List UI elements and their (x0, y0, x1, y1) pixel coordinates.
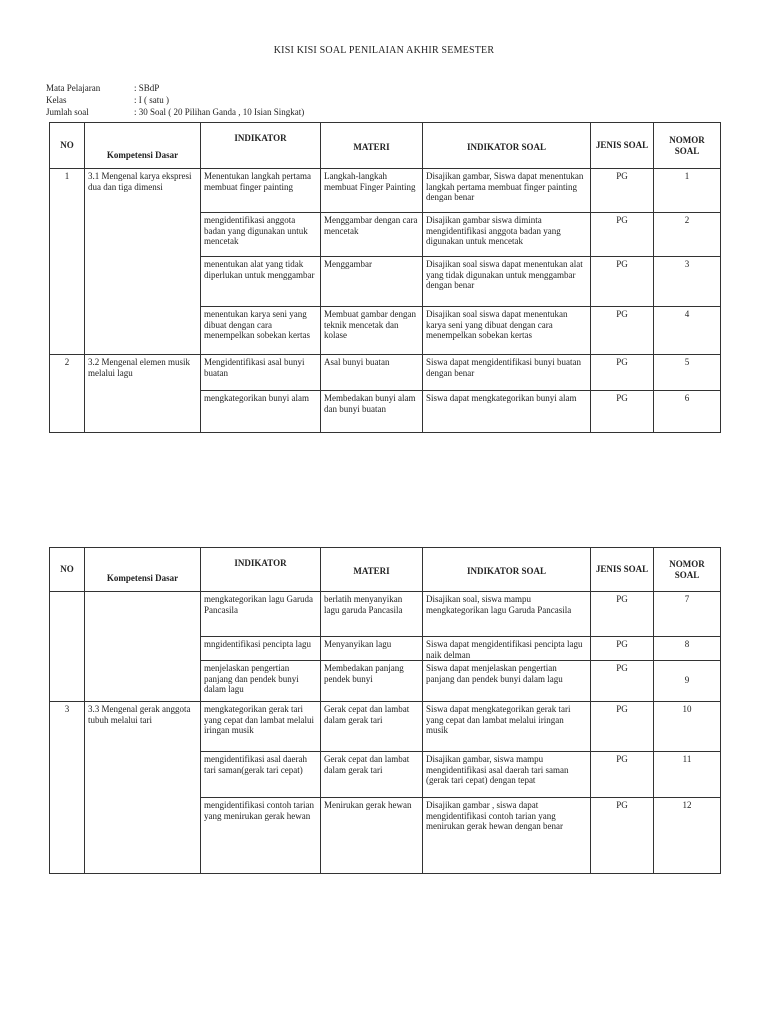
table-header-row (50, 548, 721, 592)
jenis-soal-cell: PG (591, 257, 654, 307)
row-number: 3 (50, 702, 85, 874)
nomor-soal-cell: 10 (654, 702, 721, 752)
info-label: Jumlah soal (46, 107, 89, 117)
header-kompetensi-dasar: Kompetensi Dasar (85, 548, 201, 592)
row-number: 2 (50, 355, 85, 433)
nomor-soal-cell: 4 (654, 307, 721, 355)
materi-cell: berlatih menyanyikan lagu garuda Pancasila (321, 592, 423, 637)
nomor-soal-cell: 3 (654, 257, 721, 307)
info-value: : I ( satu ) (134, 95, 169, 105)
info-row-subject (46, 82, 304, 94)
header-nomor-soal: NOMOR SOAL (654, 123, 721, 169)
indikator-cell: mengkategorikan lagu Garuda Pancasila (201, 592, 321, 637)
materi-cell: Langkah-langkah membuat Finger Painting (321, 169, 423, 213)
kompetensi-dasar-cell: 3.3 Mengenal gerak anggota tubuh melalui tari (85, 702, 201, 874)
nomor-soal-cell: 8 (654, 637, 721, 661)
header-indikator-soal: INDIKATOR SOAL (423, 548, 591, 592)
indikator-cell: mengidentifikasi anggota badan yang digunakan untuk mencetak (201, 213, 321, 257)
jenis-soal-cell: PG (591, 391, 654, 433)
indikator-soal-cell: Disajikan gambar siswa diminta mengidentifikasi anggota badan yang digunakan untuk mencetak (423, 213, 591, 257)
jenis-soal-cell: PG (591, 355, 654, 391)
info-row-question-count (46, 106, 304, 118)
jenis-soal-cell: PG (591, 307, 654, 355)
info-label: Mata Pelajaran (46, 83, 101, 93)
header-materi: MATERI (321, 548, 423, 592)
materi-cell: Membedakan bunyi alam dan bunyi buatan (321, 391, 423, 433)
jenis-soal-cell: PG (591, 752, 654, 798)
subject-info (46, 82, 304, 118)
header-nomor-soal: NOMOR SOAL (654, 548, 721, 592)
indikator-soal-cell: Siswa dapat mengidentifikasi pencipta lagu naik delman (423, 637, 591, 661)
nomor-soal-cell: 1 (654, 169, 721, 213)
row-number: 1 (50, 169, 85, 355)
indikator-soal-cell: Disajikan gambar, Siswa dapat menentukan langkah pertama membuat finger painting dengan benar (423, 169, 591, 213)
info-value: : SBdP (134, 83, 160, 93)
jenis-soal-cell: PG (591, 592, 654, 637)
table-row (50, 702, 721, 752)
document-title: KISI KISI SOAL PENILAIAN AKHIR SEMESTER (273, 45, 495, 56)
indikator-cell: menjelaskan pengertian panjang dan pendek bunyi dalam lagu (201, 661, 321, 702)
info-row-class (46, 94, 304, 106)
materi-cell: Menggambar (321, 257, 423, 307)
materi-cell: Gerak cepat dan lambat dalam gerak tari (321, 752, 423, 798)
header-indikator-soal: INDIKATOR SOAL (423, 123, 591, 169)
table-row (50, 169, 721, 213)
indikator-cell: mengidentifikasi asal daerah tari saman(gerak tari cepat) (201, 752, 321, 798)
jenis-soal-cell: PG (591, 798, 654, 874)
materi-cell: Asal bunyi buatan (321, 355, 423, 391)
jenis-soal-cell: PG (591, 169, 654, 213)
header-jenis-soal: JENIS SOAL (591, 548, 654, 592)
header-materi: MATERI (321, 123, 423, 169)
jenis-soal-cell: PG (591, 637, 654, 661)
info-label: Kelas (46, 95, 67, 105)
row-number (50, 592, 85, 702)
jenis-soal-cell: PG (591, 213, 654, 257)
nomor-soal-cell: 11 (654, 752, 721, 798)
nomor-soal-cell: 7 (654, 592, 721, 637)
nomor-soal-cell: 2 (654, 213, 721, 257)
grid-table-2 (49, 547, 721, 874)
indikator-soal-cell: Disajikan soal siswa dapat menentukan karya seni yang dibuat dengan cara menempelkan sobekan kertas (423, 307, 591, 355)
table-row (50, 355, 721, 391)
materi-cell: Gerak cepat dan lambat dalam gerak tari (321, 702, 423, 752)
table-row (50, 592, 721, 637)
indikator-soal-cell: Siswa dapat mengidentifikasi bunyi buatan dengan benar (423, 355, 591, 391)
grid-table-1 (49, 122, 721, 433)
header-no: NO (50, 123, 85, 169)
indikator-cell: mengkategorikan bunyi alam (201, 391, 321, 433)
materi-cell: Membedakan panjang pendek bunyi (321, 661, 423, 702)
indikator-cell: mengidentifikasi contoh tarian yang menirukan gerak hewan (201, 798, 321, 874)
indikator-soal-cell: Disajikan soal, siswa mampu mengkategorikan lagu Garuda Pancasila (423, 592, 591, 637)
indikator-soal-cell: Siswa dapat menjelaskan pengertian panjang dan pendek bunyi dalam lagu (423, 661, 591, 702)
indikator-cell: menentukan karya seni yang dibuat dengan cara menempelkan sobekan kertas (201, 307, 321, 355)
header-jenis-soal: JENIS SOAL (591, 123, 654, 169)
header-indikator: INDIKATOR (201, 123, 321, 169)
jenis-soal-cell: PG (591, 661, 654, 702)
kompetensi-dasar-cell: 3.1 Mengenal karya ekspresi dua dan tiga dimensi (85, 169, 201, 355)
table-header-row (50, 123, 721, 169)
header-no: NO (50, 548, 85, 592)
indikator-cell: menentukan alat yang tidak diperlukan untuk menggambar (201, 257, 321, 307)
nomor-soal-cell: 12 (654, 798, 721, 874)
indikator-cell: mngidentifikasi pencipta lagu (201, 637, 321, 661)
indikator-soal-cell: Disajikan gambar , siswa dapat mengidentifikasi contoh tarian yang menirukan gerak hewan dengan benar (423, 798, 591, 874)
indikator-soal-cell: Siswa dapat mengkategorikan bunyi alam (423, 391, 591, 433)
materi-cell: Membuat gambar dengan teknik mencetak dan kolase (321, 307, 423, 355)
nomor-soal-cell: 9 (654, 661, 721, 702)
kompetensi-dasar-cell: 3.2 Mengenal elemen musik melalui lagu (85, 355, 201, 433)
info-value: : 30 Soal ( 20 Pilihan Ganda , 10 Isian Singkat) (134, 107, 305, 117)
materi-cell: Menirukan gerak hewan (321, 798, 423, 874)
materi-cell: Menggambar dengan cara mencetak (321, 213, 423, 257)
nomor-soal-cell: 6 (654, 391, 721, 433)
materi-cell: Menyanyikan lagu (321, 637, 423, 661)
indikator-cell: Mengidentifikasi asal bunyi buatan (201, 355, 321, 391)
jenis-soal-cell: PG (591, 702, 654, 752)
indikator-soal-cell: Disajikan gambar, siswa mampu mengidentifikasi asal daerah tari saman (gerak tari cepat) dengan tepat (423, 752, 591, 798)
nomor-soal-cell: 5 (654, 355, 721, 391)
kompetensi-dasar-cell (85, 592, 201, 702)
header-kompetensi-dasar: Kompetensi Dasar (85, 123, 201, 169)
indikator-cell: Menentukan langkah pertama membuat finger painting (201, 169, 321, 213)
header-indikator: INDIKATOR (201, 548, 321, 592)
indikator-cell: mengkategorikan gerak tari yang cepat dan lambat melalui iringan musik (201, 702, 321, 752)
indikator-soal-cell: Siswa dapat mengkategorikan gerak tari yang cepat dan lambat melalui iringan musik (423, 702, 591, 752)
indikator-soal-cell: Disajikan soal siswa dapat menentukan alat yang tidak digunakan untuk menggambar dengan benar (423, 257, 591, 307)
